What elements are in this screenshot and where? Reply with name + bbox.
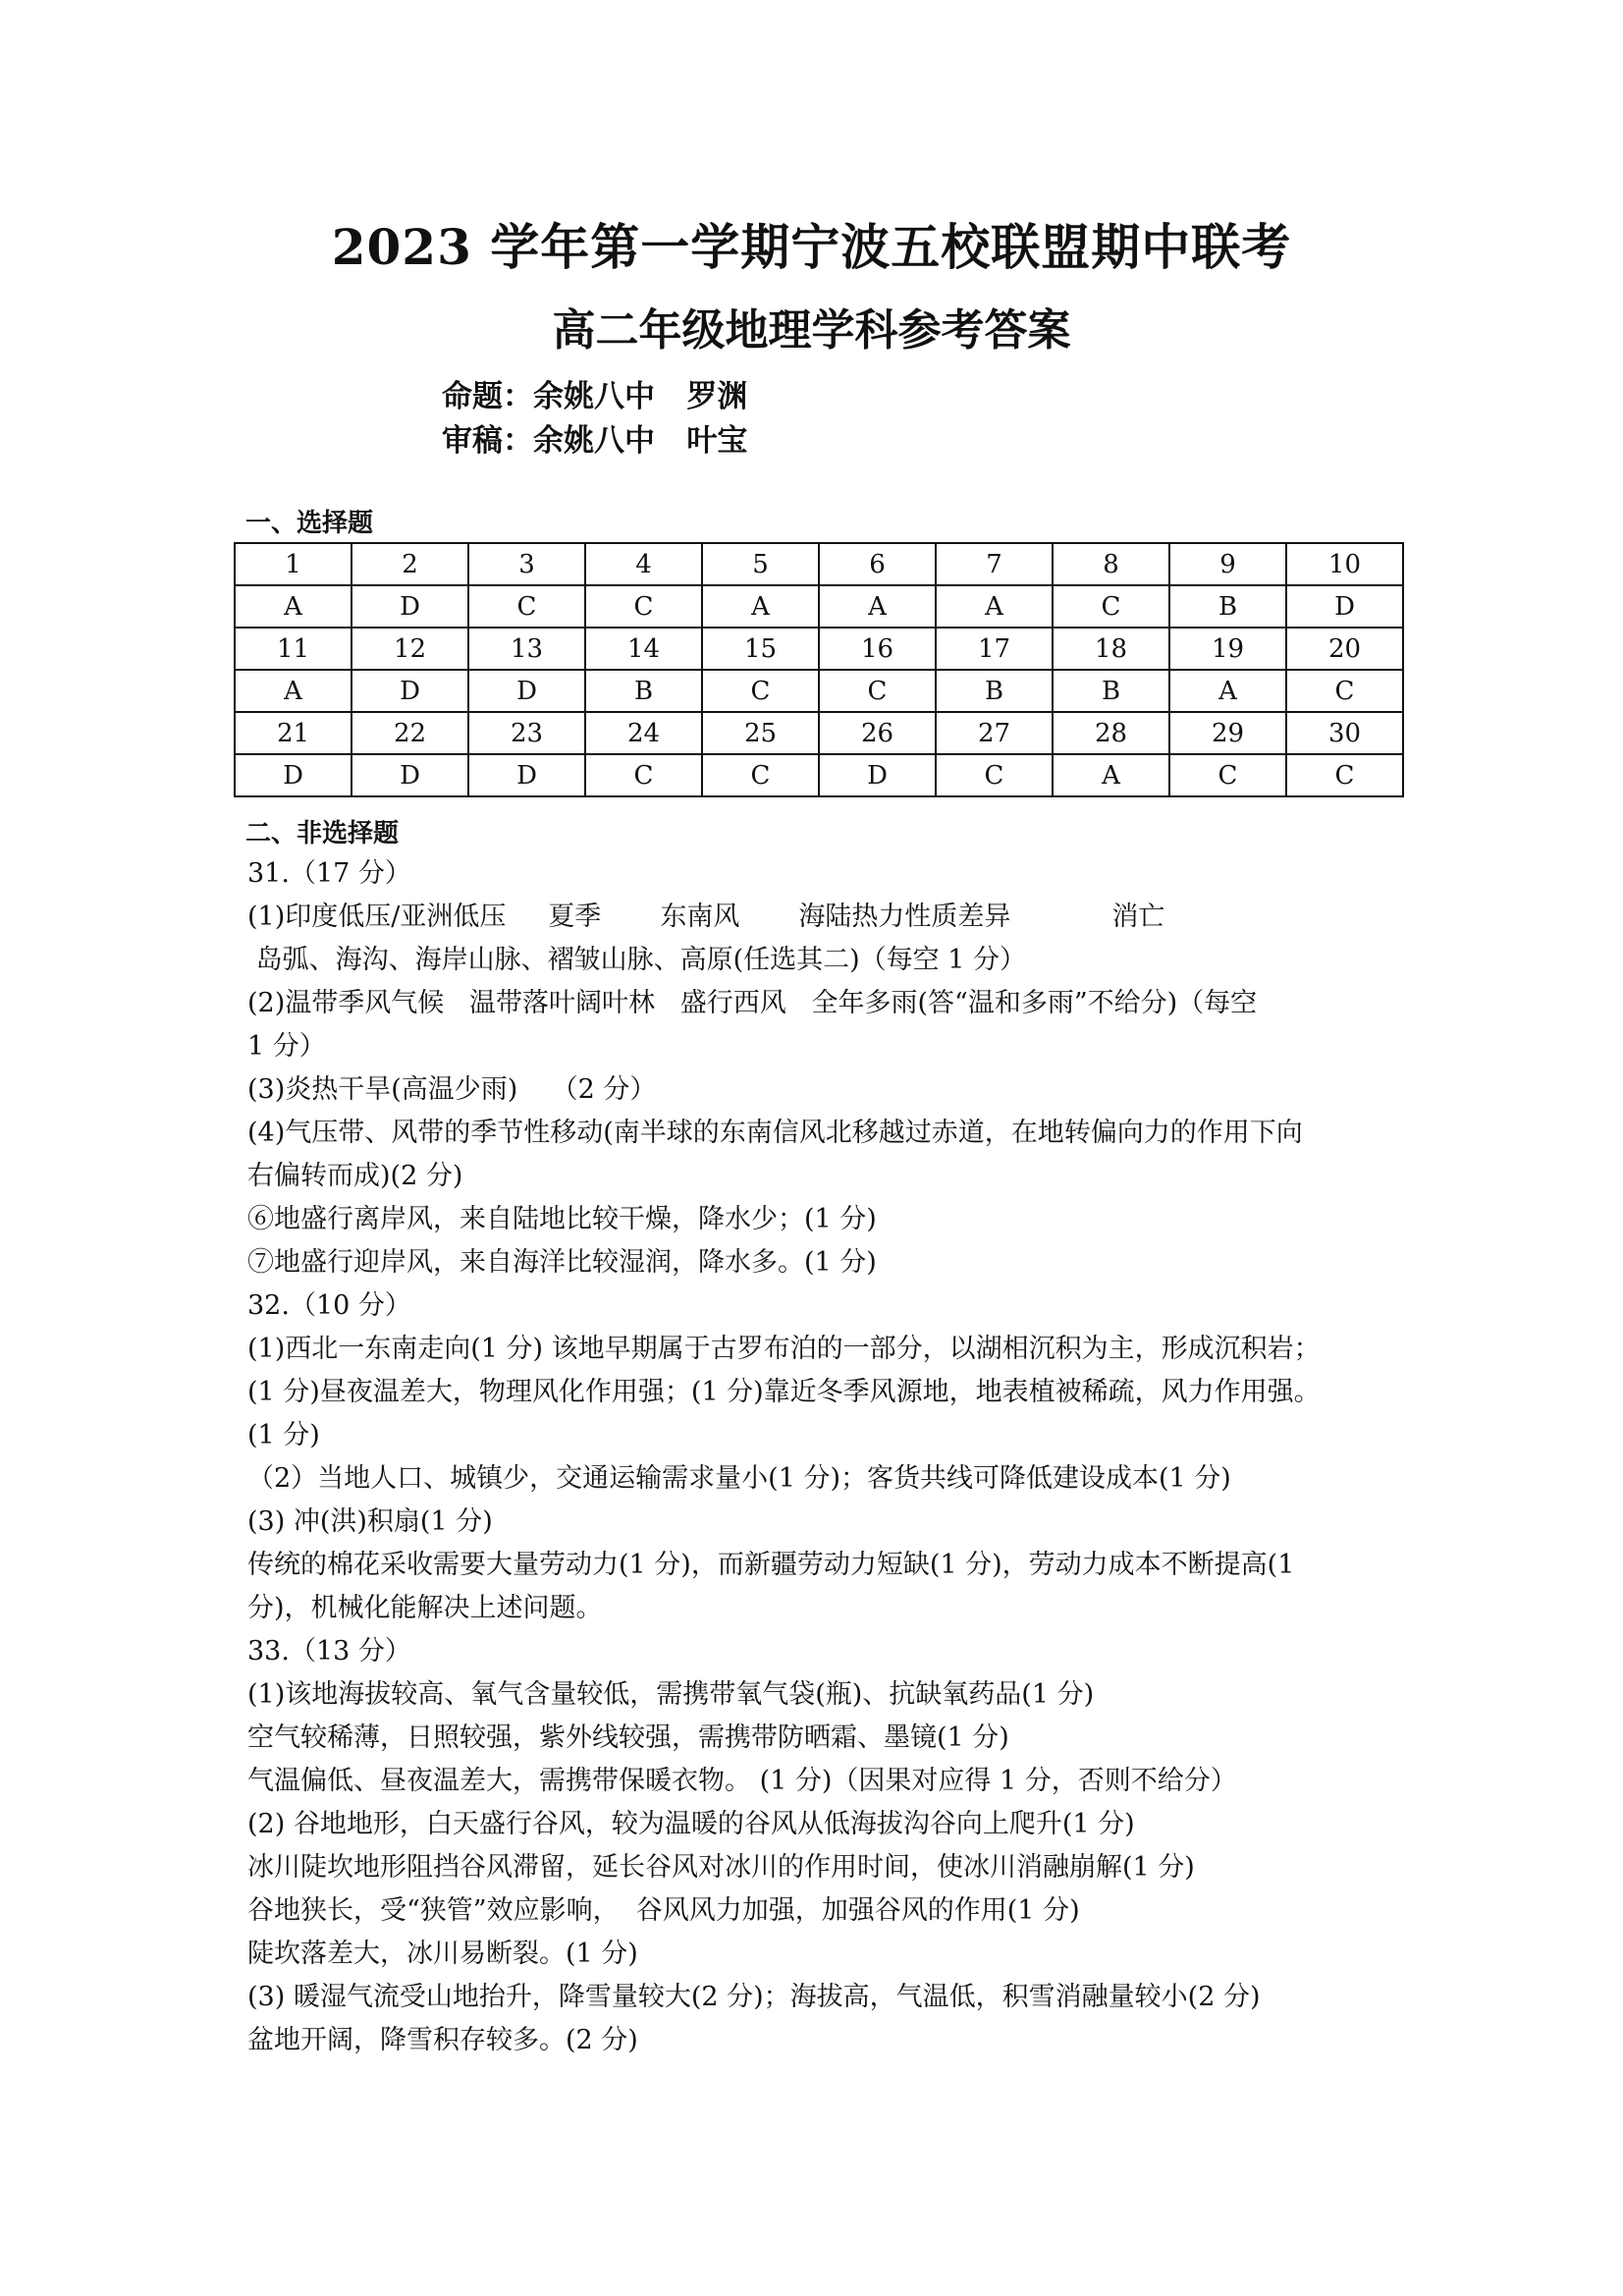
question-number-cell: 22: [352, 712, 468, 754]
answer-cell: B: [936, 670, 1053, 712]
author-line: 命题：余姚八中 罗渊: [442, 379, 748, 414]
answer-cell: A: [235, 585, 352, 628]
question-number-cell: 28: [1053, 712, 1169, 754]
answer-line: (1)印度低压/亚洲低压 夏季 东南风 海陆热力性质差异 消亡: [247, 902, 1165, 932]
answer-line: (1)该地海拔较高、氧气含量较低，需携带氧气袋(瓶)、抗缺氧药品(1 分): [247, 1679, 1095, 1710]
answer-cell: C: [702, 754, 819, 796]
page-title: 2023 学年第一学期宁波五校联盟期中联考: [331, 218, 1292, 276]
reviewer-line: 审稿：余姚八中 叶宝: [442, 423, 748, 459]
answer-cell: B: [585, 670, 702, 712]
answer-line: (2)温带季风气候 温带落叶阔叶林 盛行西风 全年多雨(答“温和多雨”不给分)（每空: [247, 988, 1258, 1018]
question-number-cell: 15: [702, 628, 819, 670]
answer-cell: C: [585, 585, 702, 628]
question-number-cell: 21: [235, 712, 352, 754]
open-answers: [247, 852, 1406, 2062]
answer-cell: A: [1169, 670, 1286, 712]
question-number-cell: 6: [819, 543, 936, 585]
section-open-title: 二、非选择题: [245, 819, 400, 848]
question-number-cell: 10: [1286, 543, 1403, 585]
page-subtitle: 高二年级地理学科参考答案: [552, 305, 1071, 355]
question-number-cell: 4: [585, 543, 702, 585]
question-number-cell: 5: [702, 543, 819, 585]
answer-line: (3) 暖湿气流受山地抬升，降雪量较大(2 分)；海拔高，气温低，积雪消融量较小(2 分): [247, 1982, 1261, 2012]
question-number-cell: 27: [936, 712, 1053, 754]
question-number-cell: 23: [468, 712, 585, 754]
answer-line: 气温偏低、昼夜温差大，需携带保暖衣物。 (1 分)（因果对应得 1 分，否则不给分）: [247, 1766, 1237, 1796]
answer-cell: C: [1286, 670, 1403, 712]
answer-line: (3) 冲(洪)积扇(1 分): [247, 1506, 493, 1537]
answer-cell: A: [819, 585, 936, 628]
answer-table: [234, 542, 1404, 797]
question-number-cell: 7: [936, 543, 1053, 585]
answer-cell: C: [819, 670, 936, 712]
question-number-cell: 29: [1169, 712, 1286, 754]
answer-cell: B: [1053, 670, 1169, 712]
answer-cell: C: [585, 754, 702, 796]
question-number-cell: 9: [1169, 543, 1286, 585]
answer-line: 33.（13 分）: [247, 1636, 411, 1667]
question-number-row: [235, 628, 1403, 670]
question-number-cell: 2: [352, 543, 468, 585]
question-number-cell: 11: [235, 628, 352, 670]
question-number-cell: 3: [468, 543, 585, 585]
answer-line: (1 分): [247, 1420, 320, 1450]
question-number-cell: 24: [585, 712, 702, 754]
question-number-cell: 16: [819, 628, 936, 670]
answer-cell: C: [936, 754, 1053, 796]
answer-line: (1)西北一东南走向(1 分) 该地早期属于古罗布泊的一部分，以湖相沉积为主，形成沉积岩；: [247, 1334, 1321, 1364]
question-number-row: [235, 543, 1403, 585]
answer-line: 空气较稀薄，日照较强，紫外线较强，需携带防晒霜、墨镜(1 分): [247, 1722, 1009, 1753]
answer-line: 1 分）: [247, 1031, 326, 1062]
question-number-cell: 30: [1286, 712, 1403, 754]
answer-cell: D: [468, 754, 585, 796]
answer-cell: D: [352, 754, 468, 796]
question-number-cell: 26: [819, 712, 936, 754]
question-number-cell: 14: [585, 628, 702, 670]
answer-line: 陡坎落差大，冰川易断裂。(1 分): [247, 1939, 638, 1969]
answer-line: (2) 谷地地形，白天盛行谷风，较为温暖的谷风从低海拔沟谷向上爬升(1 分): [247, 1809, 1135, 1839]
answer-cell: C: [702, 670, 819, 712]
question-number-cell: 25: [702, 712, 819, 754]
answer-row: [235, 585, 1403, 628]
answer-line: (3)炎热干旱(高温少雨) （2 分）: [247, 1074, 657, 1105]
question-number-cell: 13: [468, 628, 585, 670]
answer-cell: D: [352, 585, 468, 628]
answer-line: 31.（17 分）: [247, 858, 411, 889]
answer-cell: D: [468, 670, 585, 712]
answer-line: 分)，机械化能解决上述问题。: [247, 1593, 603, 1623]
answer-line: 冰川陡坎地形阻挡谷风滞留，延长谷风对冰川的作用时间，使冰川消融崩解(1 分): [247, 1852, 1195, 1883]
answer-cell: A: [702, 585, 819, 628]
answer-line: (1 分)昼夜温差大，物理风化作用强；(1 分)靠近冬季风源地，地表植被稀疏，风力作用强。: [247, 1377, 1321, 1407]
question-number-cell: 20: [1286, 628, 1403, 670]
question-number-row: [235, 712, 1403, 754]
answer-line: (4)气压带、风带的季节性移动(南半球的东南信风北移越过赤道，在地转偏向力的作用下向: [247, 1118, 1303, 1148]
answer-cell: C: [468, 585, 585, 628]
answer-cell: C: [1053, 585, 1169, 628]
answer-cell: D: [819, 754, 936, 796]
answer-cell: D: [235, 754, 352, 796]
answer-line: ⑥地盛行离岸风，来自陆地比较干燥，降水少；(1 分): [247, 1204, 877, 1234]
answer-row: [235, 670, 1403, 712]
question-number-cell: 8: [1053, 543, 1169, 585]
answer-line: 传统的棉花采收需要大量劳动力(1 分)，而新疆劳动力短缺(1 分)，劳动力成本不断提高(1: [247, 1550, 1295, 1580]
answer-line: 右偏转而成)(2 分): [247, 1161, 463, 1191]
answer-cell: B: [1169, 585, 1286, 628]
section-choice-title: 一、选择题: [245, 509, 374, 538]
answer-cell: A: [1053, 754, 1169, 796]
answer-line: 谷地狭长，受“狭管”效应影响， 谷风风力加强，加强谷风的作用(1 分): [247, 1895, 1080, 1926]
question-number-cell: 19: [1169, 628, 1286, 670]
question-number-cell: 1: [235, 543, 352, 585]
answer-cell: D: [352, 670, 468, 712]
answer-row: [235, 754, 1403, 796]
answer-line: 岛弧、海沟、海岸山脉、褶皱山脉、高原(任选其二)（每空 1 分）: [247, 945, 1026, 975]
answer-line: ⑦地盛行迎岸风，来自海洋比较湿润，降水多。(1 分): [247, 1247, 877, 1278]
answer-line: 32.（10 分）: [247, 1290, 411, 1321]
answer-cell: C: [1286, 754, 1403, 796]
answer-cell: A: [936, 585, 1053, 628]
question-number-cell: 18: [1053, 628, 1169, 670]
answer-line: 盆地开阔，降雪积存较多。(2 分): [247, 2025, 638, 2055]
question-number-cell: 17: [936, 628, 1053, 670]
answer-cell: A: [235, 670, 352, 712]
answer-line: （2）当地人口、城镇少，交通运输需求量小(1 分)；客货共线可降低建设成本(1 分): [247, 1463, 1231, 1494]
answer-cell: C: [1169, 754, 1286, 796]
question-number-cell: 12: [352, 628, 468, 670]
answer-cell: D: [1286, 585, 1403, 628]
